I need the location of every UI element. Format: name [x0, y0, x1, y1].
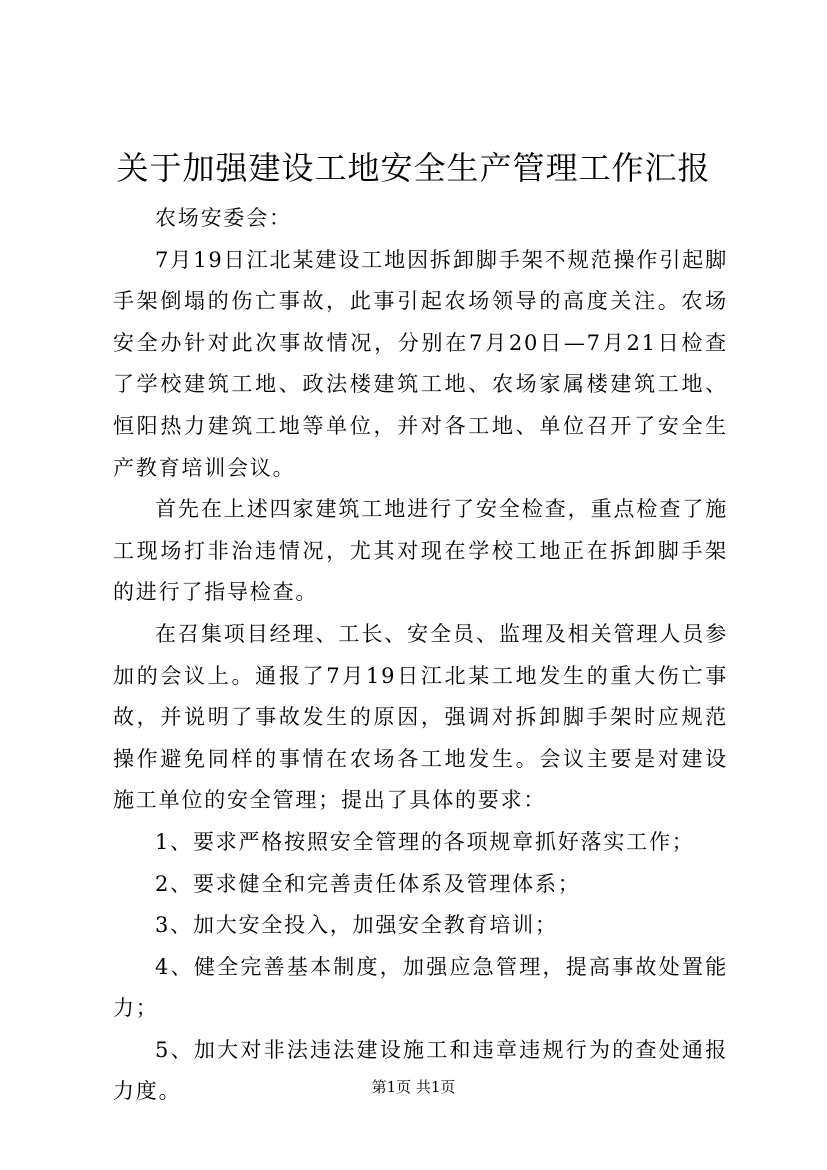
paragraph: 首先在上述四家建筑工地进行了安全检查，重点检查了施工现场打非治违情况，尤其对现在学校工地正在拆卸脚手架的进行了指导检查。 — [113, 497, 728, 605]
paragraph: 在召集项目经理、工长、安全员、监理及相关管理人员参加的会议上。通报了7月19日江北某工地发生的重大伤亡事故，并说明了事故发生的原因，强调对拆卸脚手架时应规范操作避免同样的事情在农场各工地发生。会议主要是对建设施工单位的安全管理；提出了具体的要求： — [113, 621, 728, 813]
salutation: 农场安委会： — [155, 206, 292, 230]
document-body — [113, 198, 728, 1113]
document-title: 关于加强建设工地安全生产管理工作汇报 — [116, 149, 711, 187]
requirement-item: 3、加大安全投入，加强安全教育培训； — [155, 913, 558, 938]
paragraph: 7月19日江北某建设工地因拆卸脚手架不规范操作引起脚手架倒塌的伤亡事故，此事引起农场领导的高度关注。农场安全办针对此次事故情况，分别在7月20日—7月21日检查了学校建筑工地、政法楼建筑工地、农场家属楼建筑工地、恒阳热力建筑工地等单位，并对各工地、单位召开了安全生产教育培训会议。 — [113, 247, 728, 480]
requirement-item: 1、要求严格按照安全管理的各项规章抓好落实工作； — [155, 829, 695, 854]
requirement-item: 4、健全完善基本制度，加强应急管理，提高事故处置能力； — [113, 954, 728, 1021]
requirement-item: 5、加大对非法违法建设施工和违章违规行为的查处通报力度。 — [113, 1037, 728, 1104]
requirement-item: 2、要求健全和完善责任体系及管理体系； — [155, 871, 581, 896]
page-number: 第1页 共1页 — [371, 1078, 456, 1096]
